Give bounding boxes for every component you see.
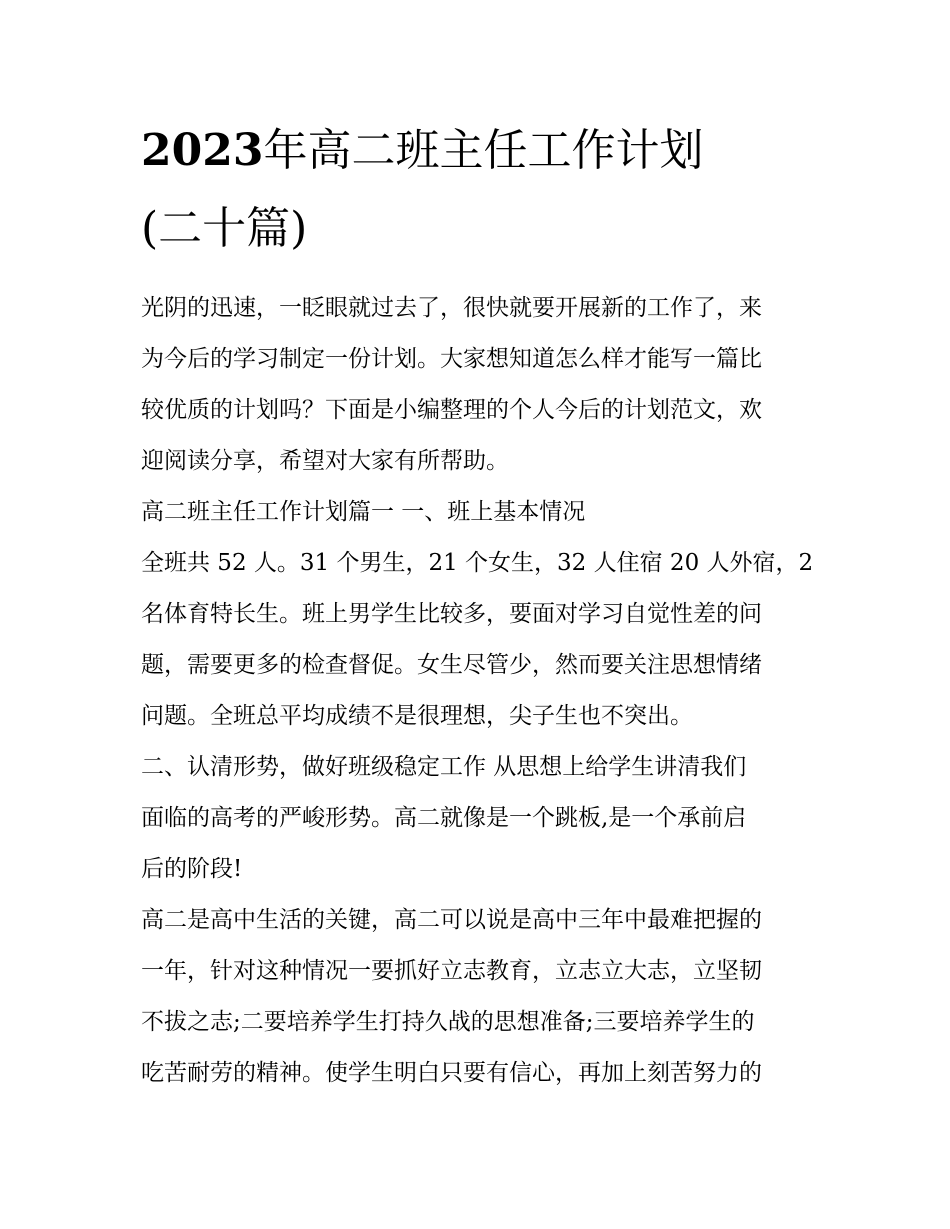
section-heading-line: 高二班主任工作计划篇一 一、班上基本情况 (141, 499, 586, 525)
text-line: 全班共 52 人。31 个男生，21 个女生，32 人住宿 20 人外宿，2 (141, 550, 814, 576)
text-line: 为今后的学习制定一份计划。大家想知道怎么样才能写一篇比 (141, 346, 762, 372)
title-line-2: (二十篇) (141, 203, 308, 254)
text-line: 一年，针对这种情况一要抓好立志教育，立志立大志，立坚韧 (141, 958, 762, 984)
text-line: 题，需要更多的检查督促。女生尽管少，然而要关注思想情绪 (141, 652, 762, 678)
title-text: 年高二班主任工作计划 (263, 125, 704, 176)
text-line: 迎阅读分享，希望对大家有所帮助。 (141, 448, 509, 474)
text-line: 较优质的计划吗？下面是小编整理的个人今后的计划范文，欢 (141, 397, 762, 423)
title-year: 2023 (141, 125, 264, 176)
text-line: 名体育特长生。班上男学生比较多，要面对学习自觉性差的问 (141, 601, 762, 627)
text-line: 高二是高中生活的关键，高二可以说是高中三年中最难把握的 (141, 907, 762, 933)
section-heading-line: 二、认清形势，做好班级稳定工作 从思想上给学生讲清我们 (141, 754, 747, 780)
text-line: 问题。全班总平均成绩不是很理想，尖子生也不突出。 (141, 703, 693, 729)
text-line: 光阴的迅速，一眨眼就过去了，很快就要开展新的工作了，来 (141, 295, 762, 321)
document-title (141, 112, 821, 268)
text-line: 不拔之志;二要培养学生打持久战的思想准备;三要培养学生的 (141, 1009, 755, 1035)
text-line: 面临的高考的严峻形势。高二就像是一个跳板,是一个承前启 (141, 805, 747, 831)
text-line: 吃苦耐劳的精神。使学生明白只要有信心，再加上刻苦努力的 (141, 1060, 762, 1086)
document-body (141, 283, 821, 1099)
text-line: 后的阶段! (141, 856, 243, 882)
title-line-1 (141, 112, 821, 190)
document-content (141, 112, 821, 1099)
